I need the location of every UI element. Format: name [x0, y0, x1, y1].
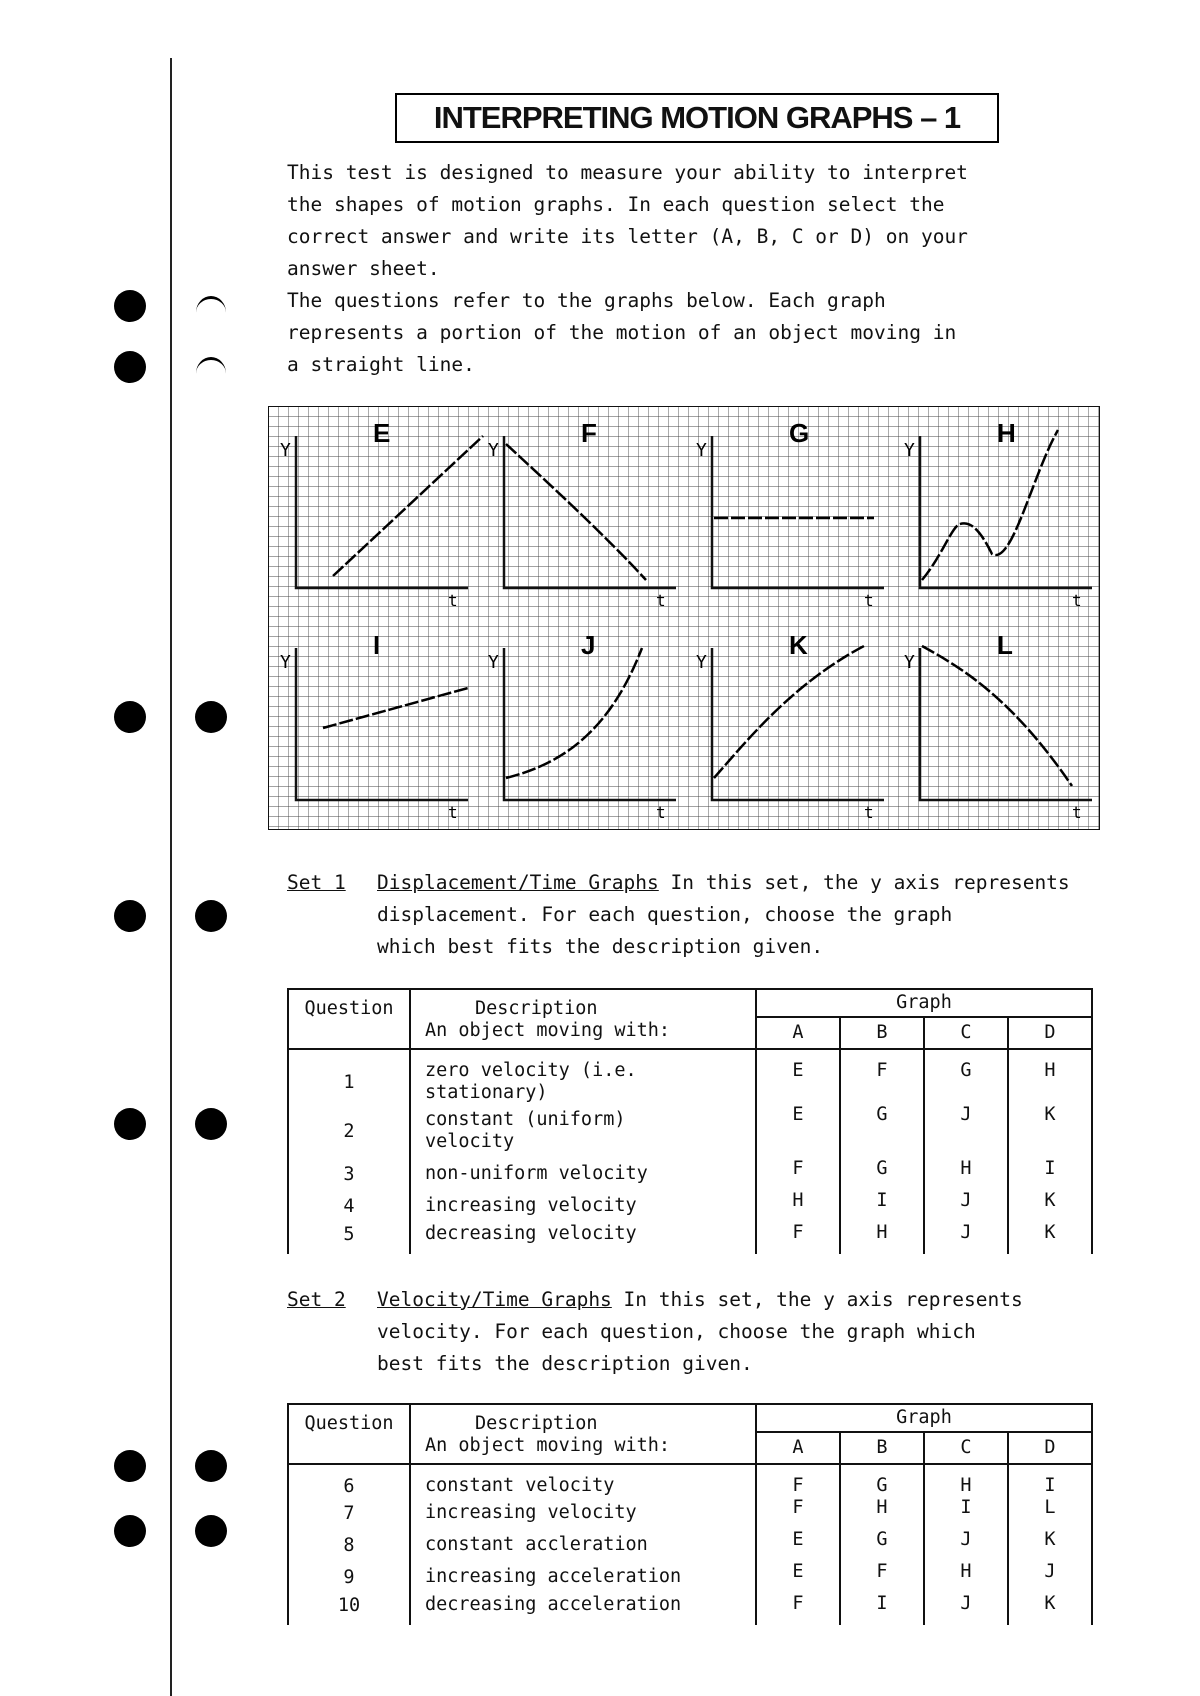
answer-option-b: I	[840, 1190, 924, 1222]
answer-option-b: G	[840, 1464, 924, 1497]
graph-letter: E	[373, 418, 391, 448]
answer-option-a: F	[756, 1497, 840, 1529]
page-title: INTERPRETING MOTION GRAPHS – 1	[395, 93, 999, 143]
answer-option-a: E	[756, 1561, 840, 1593]
answer-option-d: H	[1008, 1049, 1092, 1104]
binder-hole	[195, 1450, 227, 1482]
binder-hole	[195, 1108, 227, 1140]
answer-option-c: I	[924, 1497, 1008, 1529]
col-description-subtitle: An object moving with:	[425, 1020, 671, 1041]
binder-hole	[195, 1515, 227, 1547]
binder-hole	[114, 351, 146, 383]
question-description: increasing velocity	[410, 1190, 756, 1222]
graph-y-axis-label: Y	[696, 440, 707, 461]
graph-letter: J	[581, 630, 596, 660]
answer-option-c: J	[924, 1222, 1008, 1254]
graph-y-axis-label: Y	[280, 440, 291, 461]
answer-option-d: K	[1008, 1190, 1092, 1222]
answer-option-b: F	[840, 1561, 924, 1593]
table-row	[288, 1593, 1092, 1625]
set2-text: In this set, the y axis represents velocity. For each question, choose the graph which best fits the description given.	[377, 1288, 1023, 1375]
answer-option-d: K	[1008, 1593, 1092, 1625]
graph-t-axis-label: t	[1072, 591, 1082, 610]
option-header-a: A	[756, 1432, 840, 1464]
answer-option-c: J	[924, 1529, 1008, 1561]
set1-heading	[287, 867, 1187, 963]
set1-label: Set 1	[287, 871, 346, 894]
answer-option-a: E	[756, 1104, 840, 1158]
answer-option-a: F	[756, 1158, 840, 1190]
graph-letter: I	[373, 630, 381, 660]
answer-option-d: K	[1008, 1529, 1092, 1561]
graph-letter: H	[997, 418, 1016, 448]
graph-y-axis-label: Y	[488, 440, 499, 461]
graph-t-axis-label: t	[448, 803, 458, 822]
binder-hole	[114, 900, 146, 932]
question-number: 1	[288, 1049, 410, 1104]
question-number: 3	[288, 1158, 410, 1190]
col-description-title: Description	[475, 998, 598, 1019]
question-number: 2	[288, 1104, 410, 1158]
graph-y-axis-label: Y	[488, 652, 499, 673]
answer-option-c: H	[924, 1158, 1008, 1190]
answer-option-c: J	[924, 1190, 1008, 1222]
option-header-d: D	[1008, 1017, 1092, 1049]
col-question-header: Question	[288, 1404, 410, 1464]
graph-letter: F	[581, 418, 597, 448]
answer-option-c: J	[924, 1593, 1008, 1625]
answer-option-b: G	[840, 1104, 924, 1158]
question-number: 8	[288, 1529, 410, 1561]
question-description: non-uniform velocity	[410, 1158, 756, 1190]
answer-option-b: G	[840, 1158, 924, 1190]
question-description: decreasing acceleration	[410, 1593, 756, 1625]
set2-title: Velocity/Time Graphs	[377, 1288, 612, 1311]
answer-option-a: H	[756, 1190, 840, 1222]
binder-hole	[114, 1515, 146, 1547]
option-header-c: C	[924, 1017, 1008, 1049]
question-description: constant (uniform) velocity	[410, 1104, 756, 1158]
answer-option-b: H	[840, 1222, 924, 1254]
graph-t-axis-label: t	[1072, 803, 1082, 822]
set1-description	[377, 867, 1177, 963]
answer-option-c: H	[924, 1464, 1008, 1497]
table-row	[288, 1158, 1092, 1190]
answer-option-d: K	[1008, 1222, 1092, 1254]
binder-hole-reinforcement	[196, 296, 226, 329]
col-graph-header: Graph	[756, 989, 1092, 1017]
answer-option-b: G	[840, 1529, 924, 1561]
question-description: constant accleration	[410, 1529, 756, 1561]
set2-heading	[287, 1284, 1187, 1380]
col-description-header	[410, 989, 756, 1049]
answer-option-b: I	[840, 1593, 924, 1625]
col-description-title: Description	[475, 1413, 598, 1434]
answer-option-d: K	[1008, 1104, 1092, 1158]
set1-text: In this set, the y axis represents displacement. For each question, choose the graph which best fits the description given.	[377, 871, 1070, 958]
question-description: decreasing velocity	[410, 1222, 756, 1254]
graph-t-axis-label: t	[656, 803, 666, 822]
option-header-c: C	[924, 1432, 1008, 1464]
set2-description	[377, 1284, 1177, 1380]
set2-table	[287, 1403, 1093, 1625]
table-row	[288, 1049, 1092, 1104]
graph-t-axis-label: t	[864, 803, 874, 822]
question-description: increasing acceleration	[410, 1561, 756, 1593]
question-number: 4	[288, 1190, 410, 1222]
table-row	[288, 1222, 1092, 1254]
answer-option-c: H	[924, 1561, 1008, 1593]
graph-y-axis-label: Y	[904, 652, 915, 673]
answer-option-a: E	[756, 1529, 840, 1561]
question-number: 9	[288, 1561, 410, 1593]
motion-graphs-panel	[268, 406, 1100, 830]
answer-option-a: F	[756, 1222, 840, 1254]
option-header-d: D	[1008, 1432, 1092, 1464]
answer-option-c: G	[924, 1049, 1008, 1104]
question-number: 7	[288, 1497, 410, 1529]
answer-option-a: F	[756, 1593, 840, 1625]
col-question-header: Question	[288, 989, 410, 1049]
col-graph-header: Graph	[756, 1404, 1092, 1432]
answer-option-d: I	[1008, 1158, 1092, 1190]
table-row	[288, 1497, 1092, 1529]
graph-t-axis-label: t	[656, 591, 666, 610]
answer-option-d: I	[1008, 1464, 1092, 1497]
binder-hole	[114, 1450, 146, 1482]
graph-letter: K	[789, 630, 808, 660]
option-header-b: B	[840, 1017, 924, 1049]
question-number: 6	[288, 1464, 410, 1497]
col-description-subtitle: An object moving with:	[425, 1435, 671, 1456]
binder-hole	[114, 290, 146, 322]
graph-letter: L	[997, 630, 1013, 660]
table-row	[288, 1104, 1092, 1158]
option-header-a: A	[756, 1017, 840, 1049]
table-row	[288, 1464, 1092, 1497]
intro-text: This test is designed to measure your ability to interpret the shapes of motion graphs. In each question select the correct answer and write its letter (A, B, C or D) on your answer sheet. The questions refer to the graphs below. Each graph represents a portion of the motion of an object moving in a straight line.	[287, 161, 968, 376]
table-row	[288, 1190, 1092, 1222]
graph-y-axis-label: Y	[696, 652, 707, 673]
question-number: 10	[288, 1593, 410, 1625]
graph-t-axis-label: t	[448, 591, 458, 610]
binder-hole	[114, 701, 146, 733]
binder-hole-reinforcement	[196, 357, 226, 390]
table-row	[288, 1561, 1092, 1593]
set2-label: Set 2	[287, 1288, 346, 1311]
answer-option-b: H	[840, 1497, 924, 1529]
binder-hole	[195, 900, 227, 932]
set1-title: Displacement/Time Graphs	[377, 871, 659, 894]
question-description: increasing velocity	[410, 1497, 756, 1529]
option-header-b: B	[840, 1432, 924, 1464]
table-row	[288, 1529, 1092, 1561]
binder-hole	[114, 1108, 146, 1140]
question-number: 5	[288, 1222, 410, 1254]
graph-paper-grid	[268, 406, 1100, 830]
question-description: zero velocity (i.e. stationary)	[410, 1049, 756, 1104]
graph-y-axis-label: Y	[904, 440, 915, 461]
col-description-header	[410, 1404, 756, 1464]
graph-t-axis-label: t	[864, 591, 874, 610]
page-margin-line	[170, 58, 172, 1696]
answer-option-a: E	[756, 1049, 840, 1104]
answer-option-c: J	[924, 1104, 1008, 1158]
answer-option-a: F	[756, 1464, 840, 1497]
graph-letter: G	[789, 418, 810, 448]
binder-hole	[195, 701, 227, 733]
answer-option-b: F	[840, 1049, 924, 1104]
question-description: constant velocity	[410, 1464, 756, 1497]
set1-table	[287, 988, 1093, 1254]
graph-y-axis-label: Y	[280, 652, 291, 673]
answer-option-d: L	[1008, 1497, 1092, 1529]
answer-option-d: J	[1008, 1561, 1092, 1593]
